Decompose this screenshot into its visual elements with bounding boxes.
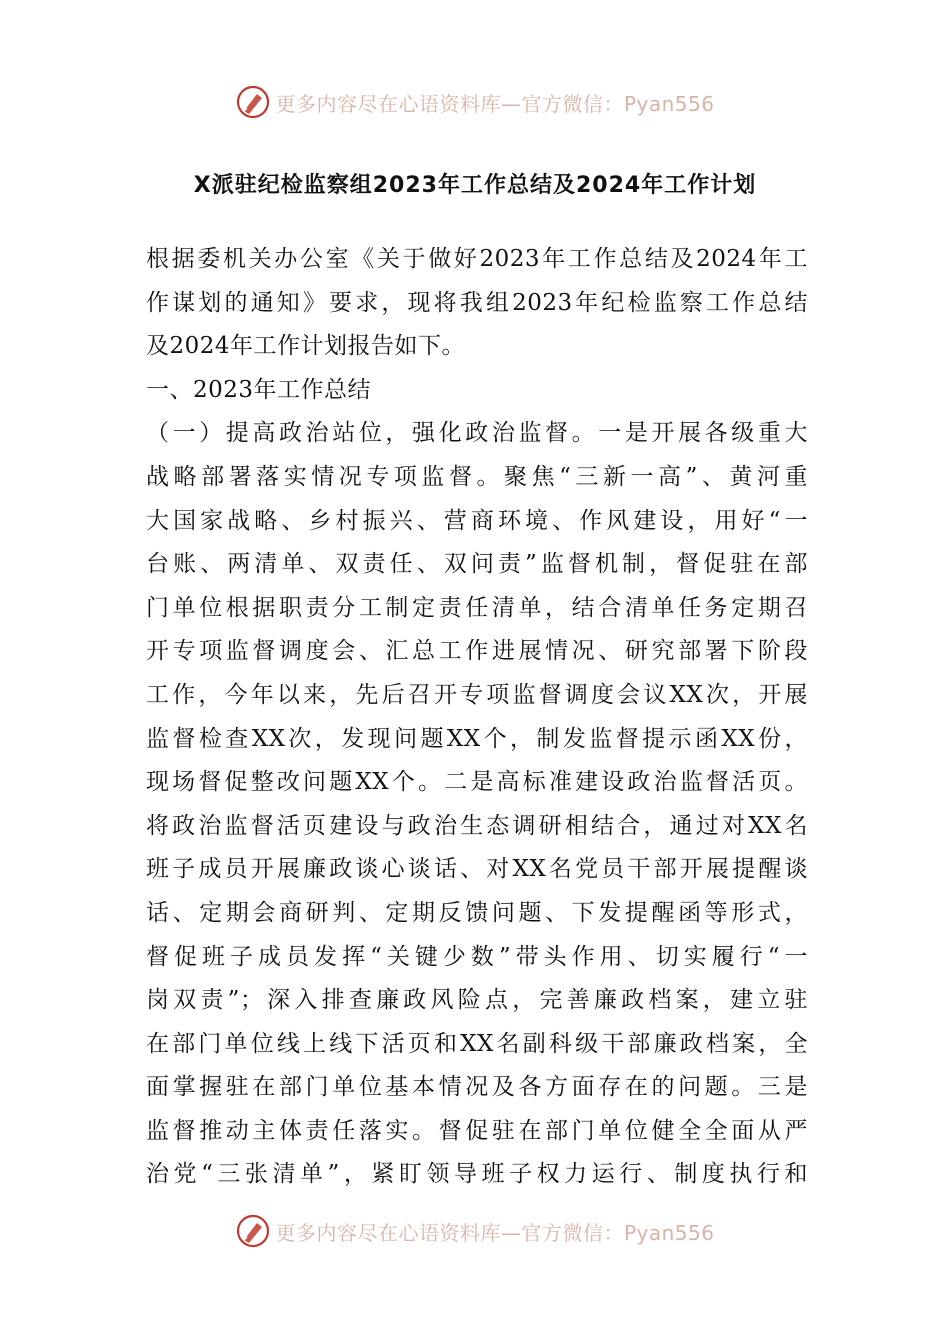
- paragraph-line: 开专项监督调度会、汇总工作进展情况、研究部署下阶段: [146, 638, 808, 665]
- paragraph-line: （一）提高政治站位，强化政治监督。一是开展各级重大: [146, 420, 808, 447]
- watermark-banner-top: [0, 82, 950, 122]
- paragraph-line: 班子成员开展廉政谈心谈话、对XX名党员干部开展提醒谈: [146, 856, 808, 883]
- paragraph-line: 话、定期会商研判、定期反馈问题、下发提醒函等形式，: [146, 899, 808, 926]
- paragraph-line: 作谋划的通知》要求，现将我组2023年纪检监察工作总结: [146, 289, 808, 316]
- pen-nib-logo-icon: [235, 1213, 271, 1249]
- paragraph-line: 监督推动主体责任落实。督促驻在部门单位健全全面从严: [146, 1117, 808, 1144]
- pen-nib-logo-icon: [235, 84, 271, 120]
- paragraph-line: 监督检查XX次，发现问题XX个，制发监督提示函XX份，: [146, 725, 808, 752]
- watermark-text: 更多内容尽在心语资料库—官方微信：Pyan556: [275, 1220, 715, 1245]
- paragraph-line: 大国家战略、乡村振兴、营商环境、作风建设，用好“一: [146, 507, 808, 534]
- paragraph-line: 面掌握驻在部门单位基本情况及各方面存在的问题。三是: [146, 1074, 808, 1101]
- paragraph-line: 一、2023年工作总结: [146, 376, 372, 403]
- watermark-text: 更多内容尽在心语资料库—官方微信：Pyan556: [275, 91, 715, 116]
- watermark-banner-bottom: [0, 1211, 950, 1251]
- paragraph-line: 工作，今年以来，先后召开专项监督调度会议XX次，开展: [146, 681, 808, 708]
- paragraph-line: 岗双责”；深入排查廉政风险点，完善廉政档案，建立驻: [146, 987, 808, 1014]
- paragraph-line: 治党“三张清单”，紧盯领导班子权力运行、制度执行和: [146, 1161, 808, 1188]
- paragraph-line: 及2024年工作计划报告如下。: [146, 333, 466, 360]
- document-title: X派驻纪检监察组2023年工作总结及2024年工作计划: [193, 173, 757, 198]
- paragraph-line: 督促班子成员发挥“关键少数”带头作用、切实履行“一: [146, 943, 808, 970]
- paragraph-line: 现场督促整改问题XX个。二是高标准建设政治监督活页。: [146, 769, 808, 796]
- paragraph-line: 门单位根据职责分工制定责任清单，结合清单任务定期召: [146, 594, 808, 621]
- paragraph-line: 台账、两清单、双责任、双问责”监督机制，督促驻在部: [146, 551, 808, 578]
- paragraph-line: 战略部署落实情况专项监督。聚焦“三新一高”、黄河重: [146, 463, 808, 490]
- document-body: [146, 238, 808, 1197]
- paragraph-line: 将政治监督活页建设与政治生态调研相结合，通过对XX名: [146, 812, 808, 839]
- paragraph-line: 在部门单位线上线下活页和XX名副科级干部廉政档案，全: [146, 1030, 808, 1057]
- paragraph-line: 根据委机关办公室《关于做好2023年工作总结及2024年工: [146, 246, 808, 272]
